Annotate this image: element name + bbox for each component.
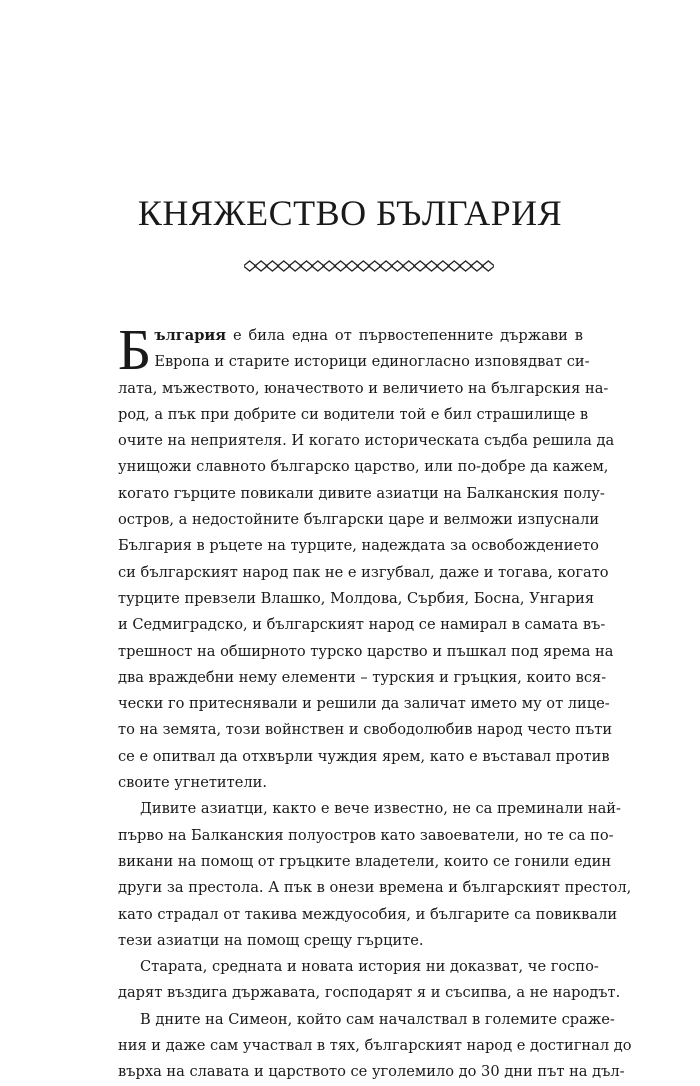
text-line: то на земята, този войнствен и свободолюбив народ често пъти [118, 721, 613, 739]
text-line: България в ръцете на турците, надеждата за освобождението [118, 537, 599, 555]
text-line: други за престола. А пък в онези времена и българският престол, [118, 879, 632, 897]
text-line: трешност на обширното турско царство и пъшкал под ярема на [118, 642, 614, 660]
paragraph-3 [118, 954, 621, 1007]
text-line: когато гърците повикали дивите азиатци на Балканския полу- [118, 484, 605, 502]
text-line: първо на Балканския полуостров като завоеватели, но те са по- [118, 826, 614, 844]
lead-word: ългария [154, 327, 227, 344]
paragraph-4 [118, 1007, 632, 1086]
paragraph-2 [118, 796, 632, 954]
text-line: си българският народ пак не е изгубвал, даже и тогава, когато [118, 563, 609, 581]
text-line: и Седмиградско, и българският народ се намирал в самата въ- [118, 616, 606, 634]
text-line: ния и даже сам участвал в тях, българският народ е достигнал до [118, 1037, 632, 1055]
text-line: ългария е била една от първостепенните държави в [154, 327, 583, 344]
text-line: дарят въздига държавата, господарят я и съсипва, а не народът. [118, 984, 621, 1002]
text-line: като страдал от такива междуособия, и българите са повиквали [118, 905, 618, 923]
text-line: род, а пък при добрите си водители той е бил страшилище в [118, 405, 589, 423]
text-line: унищожи славното българско царство, или по-добре да кажем, [118, 458, 609, 476]
text-line: чески го притеснявали и решили да заличат името му от лице- [118, 695, 610, 713]
text-line: два враждебни нему елементи – турския и гръцкия, които вся- [118, 668, 607, 686]
text-line: се е опитвал да отхвърли чуждия ярем, като е въставал против [118, 747, 610, 765]
text-line: Старата, средната и новата история ни доказват, че госпо- [140, 958, 599, 976]
text-line: викани на помощ от гръцките владетели, които се гонили един [118, 852, 612, 870]
text-line: лата, мъжеството, юначеството и величието на българския на- [118, 379, 609, 397]
text-line: Дивите азиатци, както е вече известно, не са преминали най- [140, 800, 621, 818]
drop-cap: Б [118, 317, 152, 382]
text-line: своите угнетители. [118, 774, 267, 792]
text-line: върха на славата и царството се уголемило до 30 дни път на дъл- [118, 1063, 625, 1081]
text-line: турците превзели Влашко, Молдова, Сърбия, Босна, Унгария [118, 589, 595, 607]
text-line: Европа и старите историци единогласно изповядват си- [154, 353, 590, 371]
paragraph-1 [118, 317, 615, 796]
text-line: очите на неприятеля. И когато историческата съдба решила да [118, 432, 615, 450]
text-line: В дните на Симеон, който сам началствал в големите сраже- [140, 1010, 615, 1028]
ornament-divider [244, 259, 494, 273]
text-line: остров, а недостойните български царе и велможи изпуснали [118, 511, 600, 529]
text-line: тези азиатци на помощ срещу гърците. [118, 931, 424, 949]
chapter-title: КНЯЖЕСТВО БЪЛГАРИЯ [137, 193, 563, 233]
body-text [118, 317, 632, 1086]
